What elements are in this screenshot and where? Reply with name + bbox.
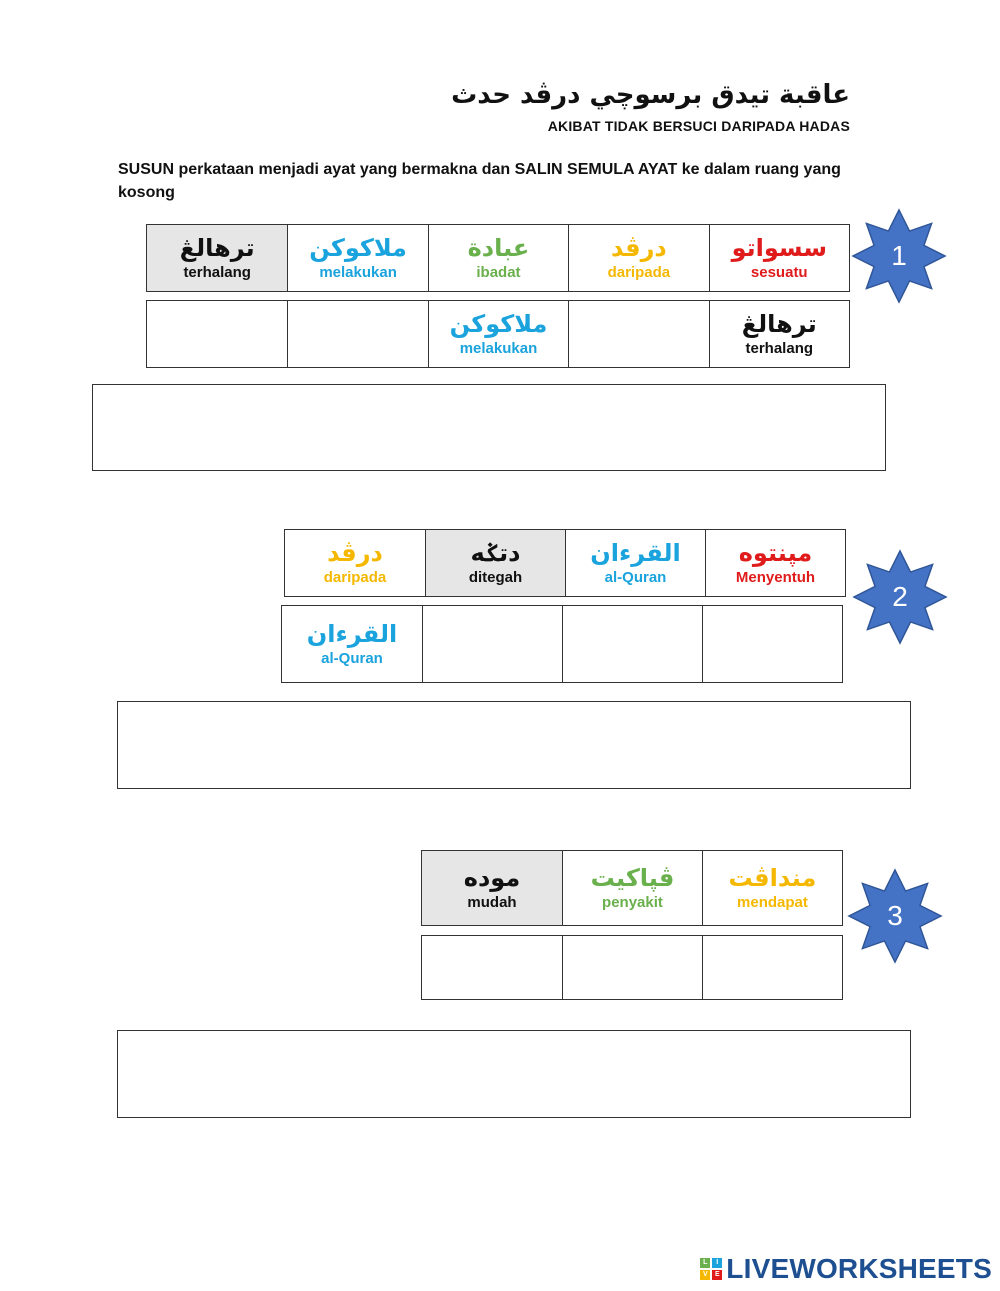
- word-jawi: عبادة: [467, 234, 530, 262]
- liveworksheets-brand: [700, 1253, 992, 1285]
- q1-answer-box[interactable]: [92, 384, 886, 471]
- word-rumi: ditegah: [468, 569, 523, 586]
- word-rumi: mudah: [467, 894, 517, 911]
- q1-word-cell[interactable]: [709, 225, 849, 291]
- q1-word-cell[interactable]: [568, 225, 708, 291]
- q1-word-cell[interactable]: [428, 225, 568, 291]
- q2-word-bank: [284, 529, 846, 597]
- q2-word-cell[interactable]: [425, 530, 565, 596]
- q2-number: 2: [892, 581, 908, 612]
- q3-word-cell[interactable]: [702, 851, 842, 925]
- word-rumi: mendapat: [737, 894, 808, 911]
- q1-number: 1: [891, 240, 907, 271]
- q1-slot-cell[interactable]: [709, 301, 849, 367]
- word-jawi: ترهالڠ: [741, 310, 817, 338]
- page-title-rumi: AKIBAT TIDAK BERSUCI DARIPADA HADAS: [547, 118, 850, 134]
- q2-slot-cell[interactable]: [282, 606, 422, 682]
- word-jawi: ڤپاكيت: [590, 864, 675, 892]
- word-rumi: penyakit: [602, 894, 663, 911]
- word-jawi: درڤد: [327, 539, 383, 567]
- word-rumi: terhalang: [745, 340, 814, 357]
- q1-word-cell[interactable]: [147, 225, 287, 291]
- word-jawi: درڤد: [611, 234, 667, 262]
- q1-slot-cell[interactable]: [568, 301, 708, 367]
- word-rumi: sesuatu: [750, 264, 808, 281]
- brand-text: LIVEWORKSHEETS: [726, 1253, 992, 1284]
- word-rumi: al-Quran: [604, 569, 667, 586]
- q2-drop-row: [281, 605, 843, 683]
- q1-word-bank: [146, 224, 850, 292]
- word-jawi: القرءان: [590, 539, 681, 567]
- word-rumi: daripada: [607, 264, 671, 281]
- logo-letter-e: E: [712, 1270, 722, 1280]
- word-rumi: ibadat: [476, 264, 521, 281]
- q3-word-cell[interactable]: [562, 851, 702, 925]
- word-rumi: melakukan: [459, 340, 538, 357]
- q3-slot-cell[interactable]: [562, 936, 702, 999]
- q3-number-badge: [847, 868, 943, 964]
- word-jawi: ملاكوكن: [449, 310, 548, 338]
- q2-answer-box[interactable]: [117, 701, 911, 789]
- q2-word-cell[interactable]: [285, 530, 425, 596]
- q3-word-cell[interactable]: [422, 851, 562, 925]
- word-jawi: ترهالڠ: [179, 234, 255, 262]
- q3-number: 3: [887, 900, 903, 931]
- word-rumi: terhalang: [183, 264, 251, 281]
- q3-slot-cell[interactable]: [702, 936, 842, 999]
- q3-answer-box[interactable]: [117, 1030, 911, 1118]
- word-jawi: ملاكوكن: [309, 234, 407, 262]
- q3-slot-cell[interactable]: [422, 936, 562, 999]
- q1-number-badge: [851, 208, 947, 304]
- q1-drop-row: [146, 300, 850, 368]
- q2-slot-cell[interactable]: [562, 606, 702, 682]
- q3-drop-row: [421, 935, 843, 1000]
- q1-word-cell[interactable]: [287, 225, 427, 291]
- q1-slot-cell[interactable]: [428, 301, 568, 367]
- q3-word-bank: [421, 850, 843, 926]
- word-jawi: مڽنتوه: [738, 539, 813, 567]
- q2-slot-cell[interactable]: [702, 606, 842, 682]
- word-rumi: al-Quran: [321, 650, 383, 667]
- q1-slot-cell[interactable]: [147, 301, 287, 367]
- word-rumi: melakukan: [319, 264, 397, 281]
- q2-slot-cell[interactable]: [422, 606, 562, 682]
- q2-word-cell[interactable]: [565, 530, 705, 596]
- page-title-jawi: عاقبة تيدق برسوچي درڤد حدث: [451, 80, 850, 110]
- logo-letter-v: V: [700, 1270, 710, 1280]
- word-jawi: سسواتو: [731, 234, 827, 262]
- q1-slot-cell[interactable]: [287, 301, 427, 367]
- word-rumi: daripada: [323, 569, 387, 586]
- liveworksheets-logo-icon: [700, 1258, 722, 1280]
- q2-number-badge: [852, 549, 948, 645]
- word-jawi: منداڤت: [728, 864, 817, 892]
- logo-letter-i: I: [712, 1258, 722, 1268]
- instruction-text: SUSUN perkataan menjadi ayat yang bermakna dan SALIN SEMULA AYAT ke dalam ruang yang kosong: [118, 161, 841, 201]
- q2-word-cell[interactable]: [705, 530, 845, 596]
- word-jawi: القرءان: [306, 620, 398, 648]
- word-rumi: Menyentuh: [735, 569, 816, 586]
- word-jawi: دتݢه: [470, 539, 521, 567]
- logo-letter-l: L: [700, 1258, 710, 1268]
- word-jawi: موده: [463, 864, 521, 892]
